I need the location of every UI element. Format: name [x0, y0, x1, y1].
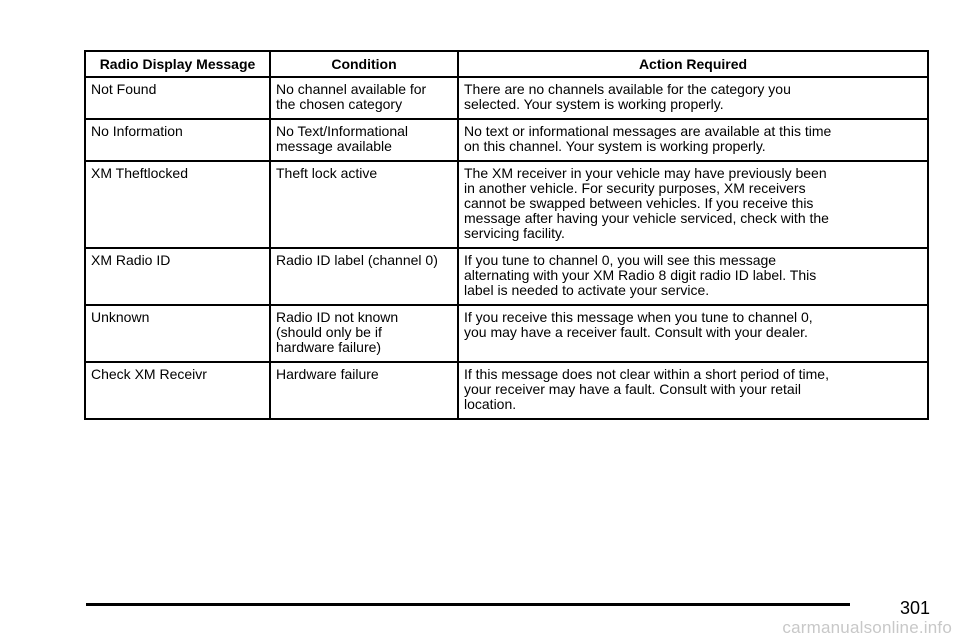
- cell-condition: Radio ID label (channel 0): [270, 248, 458, 305]
- header-action-required: Action Required: [458, 51, 928, 77]
- cell-message: XM Theftlocked: [85, 161, 270, 248]
- table-row: [85, 77, 928, 119]
- cell-message: Not Found: [85, 77, 270, 119]
- cell-message: XM Radio ID: [85, 248, 270, 305]
- table-row: [85, 248, 928, 305]
- table-row: [85, 119, 928, 161]
- table-row: [85, 362, 928, 419]
- page-number: 301: [899, 598, 930, 618]
- table-row: [85, 161, 928, 248]
- cell-action: The XM receiver in your vehicle may have previously been in another vehicle. For security purposes, XM receivers cannot be swapped between vehicles. If you receive this message after having your vehicle serviced, check with the servicing facility.: [458, 161, 928, 248]
- header-radio-display-message: Radio Display Message: [85, 51, 270, 77]
- radio-display-messages-table: [84, 50, 929, 420]
- cell-action: No text or informational messages are available at this time on this channel. Your system is working properly.: [458, 119, 928, 161]
- cell-condition: Hardware failure: [270, 362, 458, 419]
- cell-condition: No Text/Informational message available: [270, 119, 458, 161]
- watermark: carmanualsonline.info: [782, 618, 952, 637]
- table-header-row: [85, 51, 928, 77]
- cell-message: Check XM Receivr: [85, 362, 270, 419]
- cell-message: No Information: [85, 119, 270, 161]
- cell-action: If you tune to channel 0, you will see this message alternating with your XM Radio 8 digit radio ID label. This label is needed to activate your service.: [458, 248, 928, 305]
- table-row: [85, 305, 928, 362]
- cell-message: Unknown: [85, 305, 270, 362]
- cell-action: There are no channels available for the category you selected. Your system is working properly.: [458, 77, 928, 119]
- footer-rule: [86, 603, 850, 606]
- cell-condition: Theft lock active: [270, 161, 458, 248]
- header-condition: Condition: [270, 51, 458, 77]
- cell-action: If this message does not clear within a short period of time, your receiver may have a fault. Consult with your retail location.: [458, 362, 928, 419]
- cell-condition: No channel available for the chosen category: [270, 77, 458, 119]
- cell-condition: Radio ID not known (should only be if hardware failure): [270, 305, 458, 362]
- cell-action: If you receive this message when you tune to channel 0, you may have a receiver fault. Consult with your dealer.: [458, 305, 928, 362]
